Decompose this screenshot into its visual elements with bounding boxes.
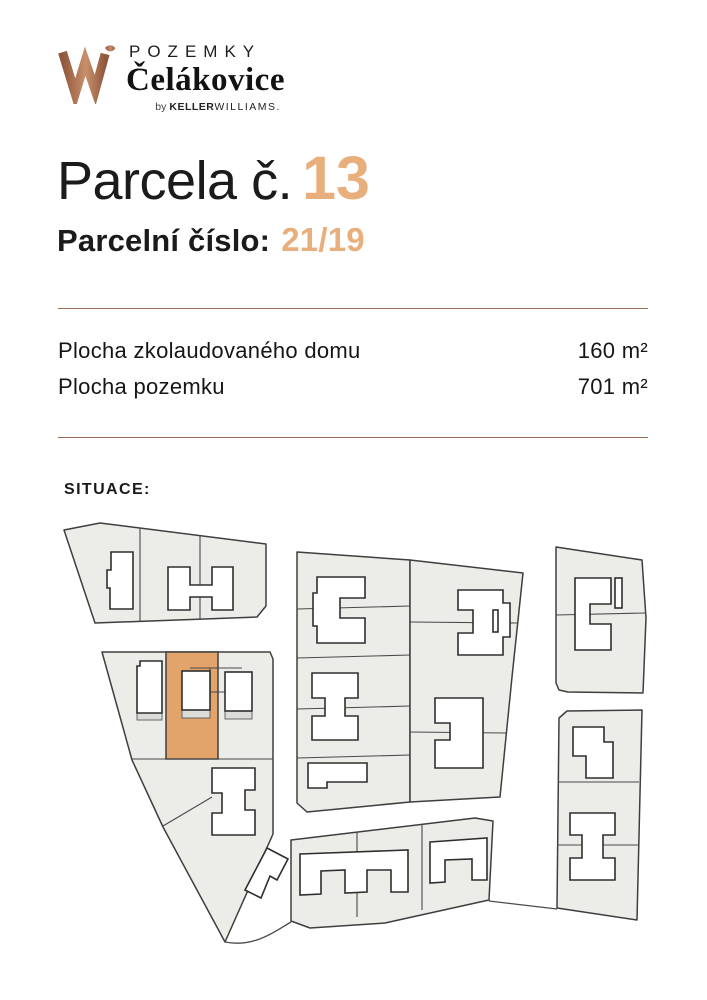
site-plan-map xyxy=(55,518,667,970)
building-footprint xyxy=(225,672,252,711)
page-subtitle xyxy=(57,221,365,259)
situace-heading: SITUACE: xyxy=(64,481,151,498)
brand-logo xyxy=(58,42,285,113)
building-footprint xyxy=(137,661,162,713)
site-plan-block-right-top xyxy=(556,547,646,693)
detail-row-plot-area xyxy=(58,374,648,400)
detail-value: 160 m² xyxy=(577,338,648,363)
detail-label: Plocha zkolaudovaného domu xyxy=(58,338,361,363)
detail-row-house-area xyxy=(58,338,648,364)
site-plan-block-top-left xyxy=(64,523,266,623)
brand-text xyxy=(126,42,285,113)
building-footprint xyxy=(300,850,408,895)
kw-monogram-icon xyxy=(58,42,116,104)
divider-top xyxy=(58,308,648,309)
detail-value: 701 m² xyxy=(577,374,648,399)
site-plan-block-bottom-middle xyxy=(291,818,493,928)
site-plan-block-center-right xyxy=(410,560,523,802)
site-plan-block-right-bottom xyxy=(557,710,642,920)
detail-label: Plocha pozemku xyxy=(58,374,225,399)
building-footprint xyxy=(107,552,133,609)
building-footprint-parcel-13 xyxy=(182,671,210,710)
parcel-number: 13 xyxy=(302,144,370,212)
brand-pozemky: POZEMKY xyxy=(129,42,262,61)
site-plan-block-center-left xyxy=(297,552,410,812)
subtitle-label: Parcelní číslo: xyxy=(57,223,271,258)
brand-byline: by KELLERWILLIAMS. xyxy=(155,100,281,113)
page-title xyxy=(57,143,370,213)
cadastral-number: 21/19 xyxy=(281,221,365,258)
road-edge xyxy=(489,901,557,909)
site-plan-block-mid-left xyxy=(102,652,288,942)
title-label: Parcela č. xyxy=(57,151,293,211)
road-edge xyxy=(225,922,291,943)
brand-celakovice: Čelákovice xyxy=(126,62,285,98)
divider-bottom xyxy=(58,437,648,438)
